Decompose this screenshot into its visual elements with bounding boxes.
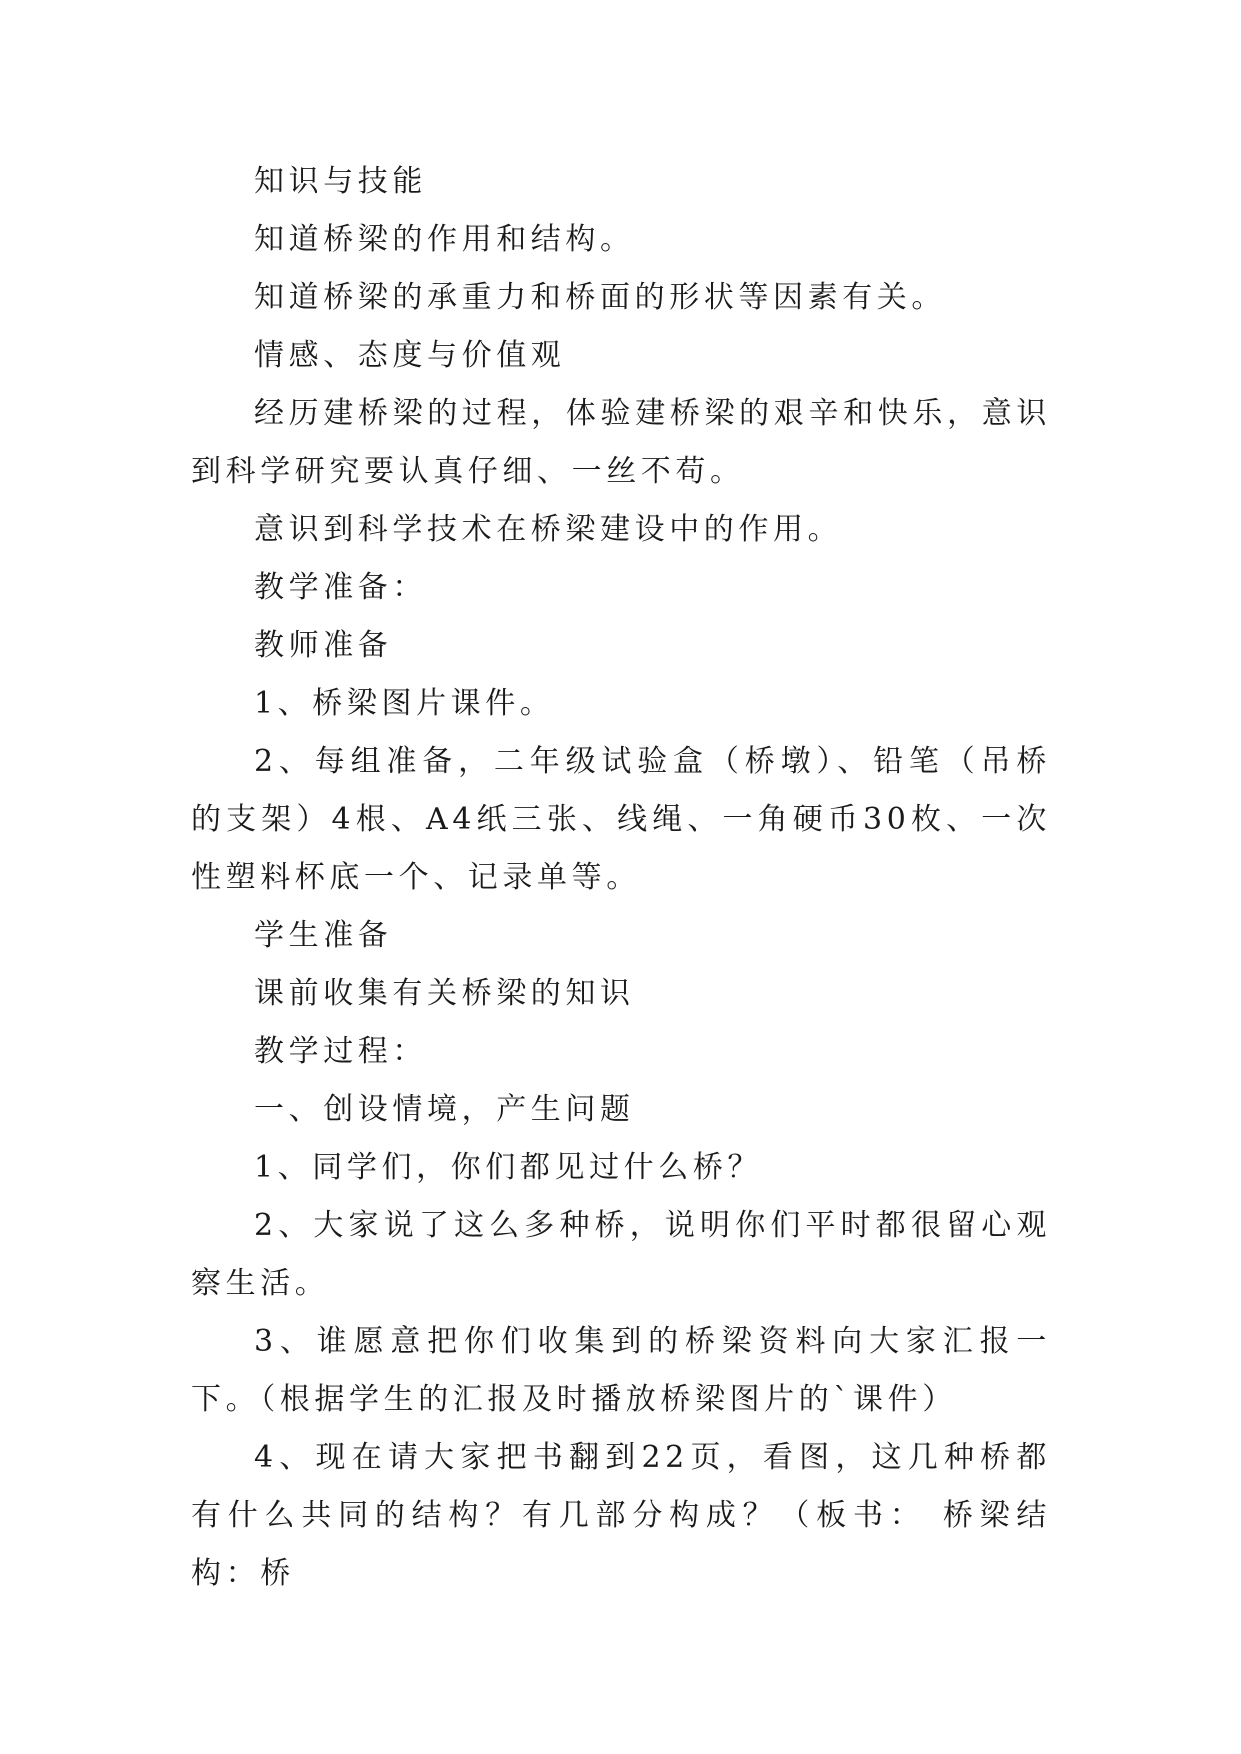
paragraph-student-prep-1: 课前收集有关桥梁的知识 [254, 976, 635, 1011]
paragraph-process-step-3: 3、谁愿意把你们收集到的桥梁资料向大家汇报一下。（根据学生的汇报及时播放桥梁图片的`课件） [191, 1324, 1051, 1417]
paragraph-process-step-4: 4、现在请大家把书翻到22页，看图，这几种桥都有什么共同的结构？有几部分构成？（板书： 桥梁结构：桥 [191, 1440, 1051, 1591]
paragraph-objective-1: 知道桥梁的作用和结构。 [254, 222, 635, 257]
document-body [191, 153, 1051, 1603]
paragraph-teacher-prep-1: 1、桥梁图片课件。 [254, 686, 555, 721]
paragraph-process-section-1: 一、创设情境，产生问题 [254, 1092, 635, 1127]
paragraph-objective-3: 经历建桥梁的过程，体验建桥梁的艰辛和快乐，意识到科学研究要认真仔细、一丝不苟。 [191, 396, 1051, 489]
paragraph-objective-4: 意识到科学技术在桥梁建设中的作用。 [254, 512, 843, 547]
paragraph-objective-2: 知道桥梁的承重力和桥面的形状等因素有关。 [254, 280, 946, 315]
paragraph-heading-preparation: 教学准备： [254, 570, 427, 605]
paragraph-heading-student-prep: 学生准备 [254, 918, 393, 953]
paragraph-heading-emotion-values: 情感、态度与价值观 [254, 338, 566, 373]
paragraph-teacher-prep-2: 2、每组准备，二年级试验盒（桥墩）、铅笔（吊桥的支架）4根、A4纸三张、线绳、一角硬币30枚、一次性塑料杯底一个、记录单等。 [191, 744, 1051, 895]
paragraph-heading-process: 教学过程： [254, 1034, 427, 1069]
paragraph-process-step-1: 1、同学们，你们都见过什么桥？ [254, 1150, 763, 1185]
paragraph-process-step-2: 2、大家说了这么多种桥，说明你们平时都很留心观察生活。 [191, 1208, 1051, 1301]
paragraph-heading-teacher-prep: 教师准备 [254, 628, 393, 663]
paragraph-heading-knowledge-skills: 知识与技能 [254, 164, 427, 199]
